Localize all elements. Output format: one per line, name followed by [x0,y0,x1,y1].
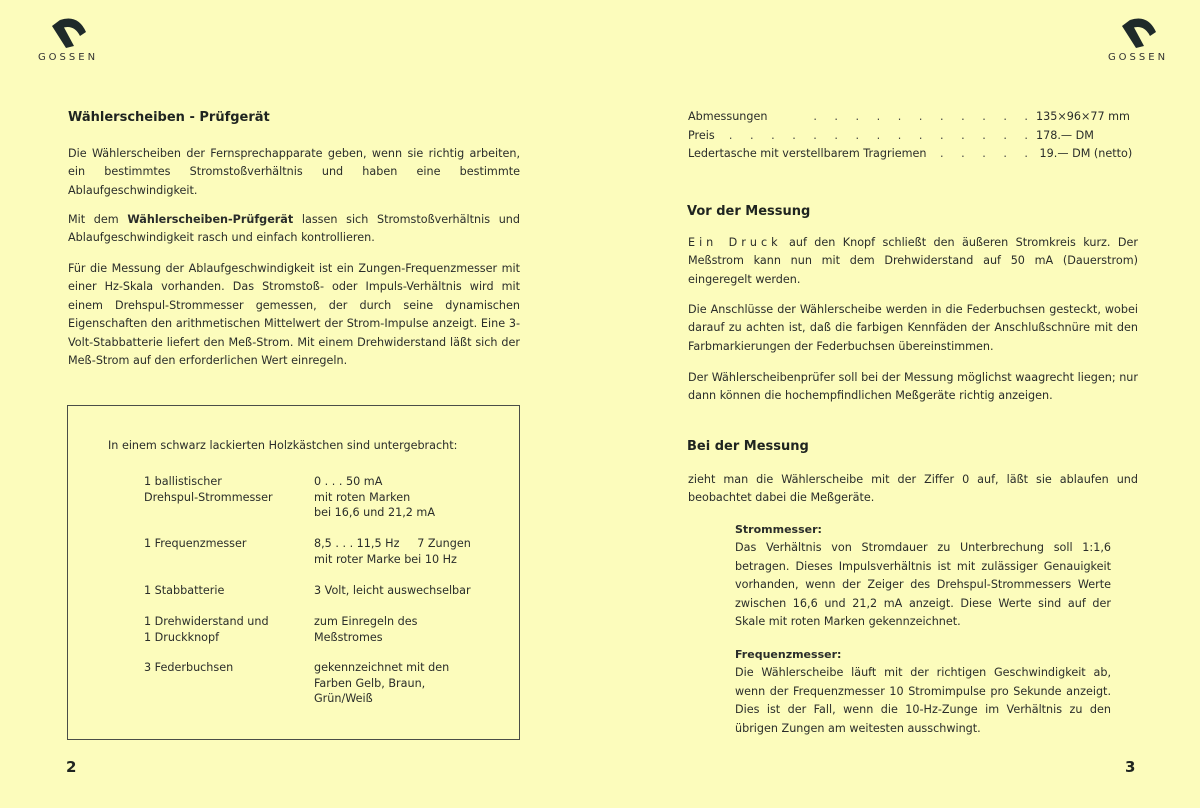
device-paragraph [68,211,520,248]
section-heading-during: Bei der Messung [687,439,809,454]
spec-label: Abmessungen [688,110,768,123]
item-name: 1 ballistischer [144,475,222,488]
item-spec: Farben Gelb, Braun, [314,676,426,690]
page-number-left: 2 [66,758,77,776]
item-spec: gekennzeichnet mit den [314,661,450,674]
strommesser-block [735,521,1111,631]
item-spec: mit roter Marke bei 10 Hz [314,552,457,566]
item-name: 3 Federbuchsen [144,661,234,674]
box-intro: In einem schwarz lackierten Holzkästchen sind untergebracht: [108,439,458,452]
item-name: 1 Frequenzmesser [144,537,247,550]
item-spec: 8,5 . . . 11,5 Hz 7 Zungen [314,537,471,550]
item-spec: Grün/Weiß [314,692,373,705]
frequenz-block [735,646,1111,738]
spec-leader: . . . . . . . . . . . . . . . [728,128,1035,142]
para-text: Mit dem [68,213,128,226]
para-text: auf den Knopf schließt den äußeren Stromkreis kurz. Der Meßstrom kann nun mit dem Drehwiderstand auf 50 mA (Dauerstrom) eingeregelt werden. [688,236,1138,286]
item-spec: zum Einregeln des [314,615,418,628]
spec-value: 135×96×77 mm [1036,110,1130,123]
frequenz-heading: Frequenzmesser: [735,648,842,661]
item-name: 1 Druckknopf [144,630,220,644]
contents-box [67,405,520,740]
connection-paragraph: Die Anschlüsse der Wählerscheibe werden in die Federbuchsen gesteckt, wobei darauf zu achten ist, daß die farbigen Kennfäden der Anschlußschnüre mit den Farbmarkierungen der Federbuchsen übereinstimmen. [688,303,1138,353]
during-paragraph: zieht man die Wählerscheibe mit der Ziffer 0 auf, läßt sie ablaufen und beobachtet dabei die Meßgeräte. [688,473,1138,505]
page-title: Wählerscheiben - Prüfgerät [68,110,270,125]
position-paragraph: Der Wählerscheibenprüfer soll bei der Messung möglichst waagrecht liegen; nur dann können die hochempfindlichen Meßgeräte richtig anzeigen. [688,371,1138,403]
item-spec: 0 . . . 50 mA [314,475,383,488]
spec-leader: . . . . . [939,147,1035,160]
gossen-logo-right [1098,16,1178,63]
frequenz-text: Die Wählerscheibe läuft mit der richtigen Geschwindigkeit ab, wenn der Frequenzmesser 10 Stromimpulse pro Sekunde anzeigt. Dies ist der Fall, wenn die 10-Hz-Zunge im Verhältnis zu den übrigen Zungen am weitesten ausschwingt. [735,666,1111,735]
specs-list [688,108,1140,164]
button-paragraph [688,234,1138,289]
intro-paragraph: Die Wählerscheiben der Fernsprechapparate geben, wenn sie richtig arbeiten, ein bestimmtes Stromstoßverhältnis und haben eine bestimmte Ablaufgeschwindigkeit. [68,147,520,197]
measurement-paragraph: Für die Messung der Ablaufgeschwindigkeit ist ein Zungen-Frequenzmesser mit einer Hz-Skala vorhanden. Das Stromstoß- oder Impuls-Verhältnis wird mit einem Drehspul-Strommesser gemessen, der durch seine dynamischen Eigenschaften den arithmetischen Mittelwert der Strom-Impulse anzeigt. Eine 3-Volt-Stabbatterie liefert den Meß-Strom. Mit einem Drehwiderstand läßt sich der Meß-Strom auf den erforderlichen Wert einregeln. [68,262,520,368]
item-name: Drehspul-Strommesser [144,490,273,504]
device-name: Wählerscheiben-Prüfgerät [127,213,294,226]
gossen-emblem-icon [1118,16,1158,50]
item-spec: 3 Volt, leicht auswechselbar [314,584,471,597]
spec-value: 178.— DM [1036,128,1094,142]
item-spec: bei 16,6 und 21,2 mA [314,506,435,519]
gossen-logo-left [28,16,108,63]
gossen-wordmark: GOSSEN [1107,52,1169,63]
spec-row [688,127,1140,146]
spec-value: 19.— DM (netto) [1036,147,1133,160]
item-name: 1 Stabbatterie [144,584,225,597]
strommesser-heading: Strommesser: [735,523,822,536]
gossen-emblem-icon [48,16,88,50]
item-spec: Meßstromes [314,630,383,644]
spec-row [688,145,1140,164]
page-number-right: 3 [1125,758,1136,776]
gossen-wordmark: GOSSEN [37,52,99,63]
spaced-text: Ein Druck [688,236,782,249]
spec-label: Preis [688,128,715,142]
item-name: 1 Drehwiderstand und [144,615,269,628]
para-text: lassen sich Stromstoßverhältnis und Ablaufgeschwindigkeit rasch und einfach kontrollieren. [68,213,520,245]
spec-label: Ledertasche mit verstellbarem Tragriemen [688,147,927,160]
spec-row [688,108,1140,127]
section-heading-before: Vor der Messung [687,204,811,219]
strommesser-text: Das Verhältnis von Stromdauer zu Unterbrechung soll 1:1,6 betragen. Dieses Impulsverhältnis ist mit zulässiger Genauigkeit vorhanden, wenn der Zeiger des Drehspul-Strommessers Werte zwischen 16,6 und 21,2 mA anzeigt. Diese Werte sind auf der Skale mit roten Marken gekennzeichnet. [735,541,1111,629]
spec-leader: . . . . . . . . . . . [813,110,1035,123]
item-spec: mit roten Marken [314,490,411,504]
